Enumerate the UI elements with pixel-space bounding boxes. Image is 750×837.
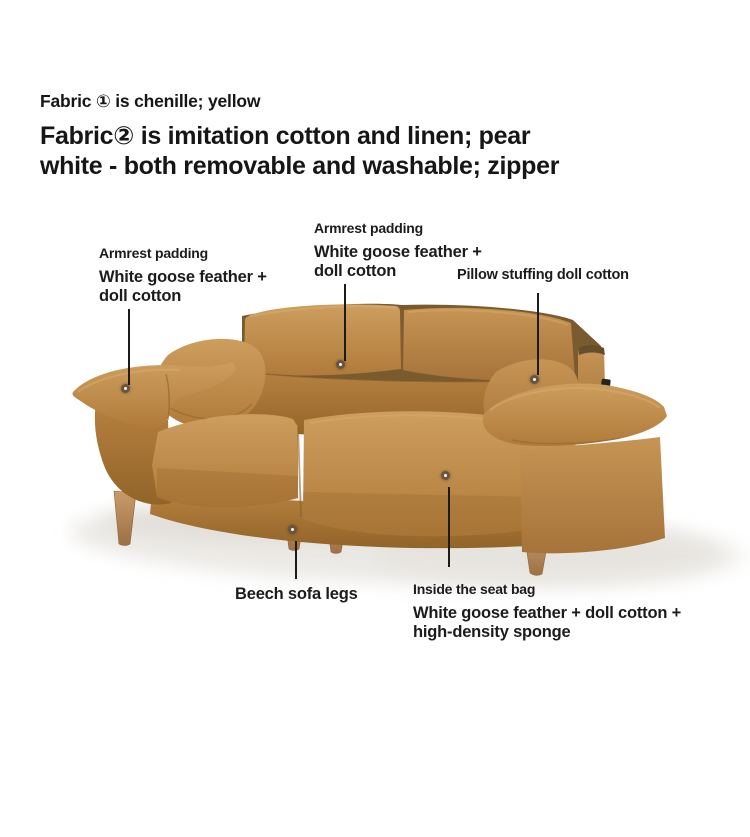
callout-pillow-label: Pillow stuffing doll cotton (457, 267, 629, 283)
callout-armrest-left-dot (121, 384, 130, 393)
callout-legs-dot (288, 525, 297, 534)
fabric-2-heading (40, 121, 559, 181)
callout-seat-dot (441, 471, 450, 480)
callout-seat-line (448, 487, 450, 567)
callout-seat (413, 581, 713, 642)
callout-legs (235, 585, 358, 604)
back-cushion-left (244, 304, 401, 375)
callout-armrest-left-detail: White goose feather + doll cotton (99, 268, 267, 305)
callout-pillow-dot (530, 375, 539, 384)
callout-armrest-center-line (344, 284, 346, 361)
callout-armrest-left-line (128, 309, 130, 385)
callout-legs-line (295, 541, 297, 579)
callout-seat-title: Inside the seat bag (413, 581, 536, 597)
callout-pillow (457, 267, 629, 283)
callout-pillow-line (537, 293, 539, 375)
callout-armrest-center-title: Armrest padding (314, 220, 424, 236)
fabric-2-heading-line-a: Fabric② is imitation cotton and linen; pear (40, 122, 531, 150)
fabric-2-heading-line-b: white - both removable and washable; zipper (40, 152, 560, 180)
callout-armrest-center-detail: White goose feather + doll cotton (314, 243, 482, 280)
fabric-1-heading: Fabric ① is chenille; yellow (40, 91, 261, 111)
callout-seat-detail: White goose feather + doll cotton + high-density sponge (413, 604, 682, 641)
seat-cushion-left (152, 414, 298, 507)
callout-armrest-center-dot (336, 360, 345, 369)
callout-legs-label: Beech sofa legs (235, 585, 358, 603)
heading (40, 91, 559, 181)
callout-armrest-left (99, 245, 285, 306)
callout-armrest-left-title: Armrest padding (99, 245, 209, 261)
